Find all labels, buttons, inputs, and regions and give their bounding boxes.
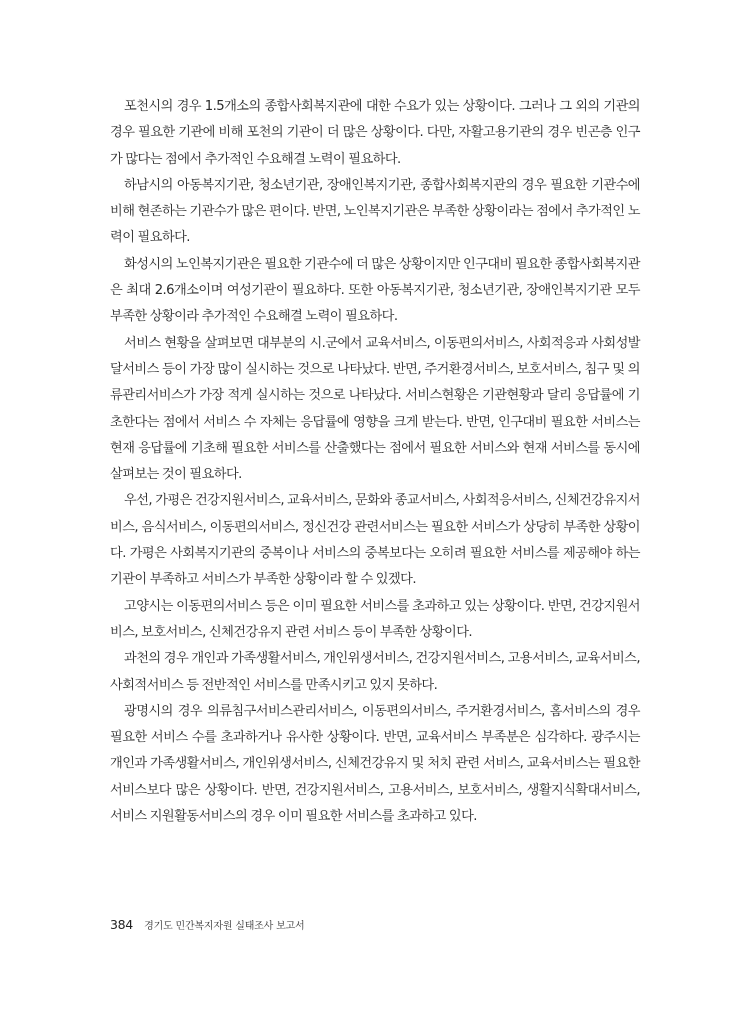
paragraph-gwacheon: 과천의 경우 개인과 가족생활서비스, 개인위생서비스, 건강지원서비스, 고용서비스, 교육서비스, 사회적서비스 등 전반적인 서비스를 만족시키고 있지 못하다. <box>110 651 640 693</box>
paragraph-gapyeong: 우선, 가평은 건강지원서비스, 교육서비스, 문화와 종교서비스, 사회적응서비스, 신체건강유지서비스, 음식서비스, 이동편의서비스, 정신건강 관련서비스는 필요한 서비스가 상당히 부족한 상황이다. 가평은 사회복지기관의 중복이나 서비스의 중복보다는 오히려 필요한 서비스를 제공해야 하는 기관이 부족하고 서비스가 부족한 상황이라 할 수 있겠다. <box>110 493 640 588</box>
paragraph-gwangmyeong-gwangju: 광명시의 경우 의류침구서비스관리서비스, 이동편의서비스, 주거환경서비스, 홈서비스의 경우 필요한 서비스 수를 초과하거나 유사한 상황이다. 반면, 교육서비스 부족분은 심각하다. 광주시는 개인과 가족생활서비스, 개인위생서비스, 신체건강유지 및 처치 관련 서비스, 교육서비스는 필요한 서비스보다 많은 상황이다. 반면, 건강지원서비스, 고용서비스, 보호서비스, 생활지식확대서비스, 서비스 지원활동서비스의 경우 이미 필요한 서비스를 초과하고 있다. <box>110 703 640 825</box>
page-number: 384 <box>110 917 133 932</box>
page-footer <box>110 917 304 932</box>
running-title: 경기도 민간복지자원 실태조사 보고서 <box>144 921 305 932</box>
paragraph-pocheon: 포천시의 경우 1.5개소의 종합사회복지관에 대한 수요가 있는 상황이다. 그러나 그 외의 기관의 경우 필요한 기관에 비해 포천의 기관이 더 많은 상황이다. 다만, 자활고용기관의 경우 빈곤층 인구가 많다는 점에서 추가적인 수요해결 노력이 필요하다. <box>110 99 640 167</box>
paragraph-goyang: 고양시는 이동편의서비스 등은 이미 필요한 서비스를 초과하고 있는 상황이다. 반면, 건강지원서비스, 보호서비스, 신체건강유지 관련 서비스 등이 부족한 상황이다. <box>110 598 640 640</box>
paragraph-service-status: 서비스 현황을 살펴보면 대부분의 시.군에서 교육서비스, 이동편의서비스, 사회적응과 사회성발달서비스 등이 가장 많이 실시하는 것으로 나타났다. 반면, 주거환경서비스, 보호서비스, 침구 및 의류관리서비스가 가장 적게 실시하는 것으로 나타났다. 서비스현황은 기관현황과 달리 응답률에 기초한다는 점에서 서비스 수 자체는 응답률에 영향을 크게 받는다. 반면, 인구대비 필요한 서비스는 현재 응답률에 기초해 필요한 서비스를 산출했다는 점에서 필요한 서비스와 현재 서비스를 동시에 살펴보는 것이 필요하다. <box>110 335 640 483</box>
paragraph-hwaseong: 화성시의 노인복지기관은 필요한 기관수에 더 많은 상황이지만 인구대비 필요한 종합사회복지관은 최대 2.6개소이며 여성기관이 필요하다. 또한 아동복지기관, 청소년기관, 장애인복지기관 모두 부족한 상황이라 추가적인 수요해결 노력이 필요하다. <box>110 256 640 325</box>
paragraph-hanam: 하남시의 아동복지기관, 청소년기관, 장애인복지기관, 종합사회복지관의 경우 필요한 기관수에 비해 현존하는 기관수가 많은 편이다. 반면, 노인복지기관은 부족한 상황이라는 점에서 추가적인 노력이 필요하다. <box>110 177 640 246</box>
body-text <box>110 94 640 830</box>
